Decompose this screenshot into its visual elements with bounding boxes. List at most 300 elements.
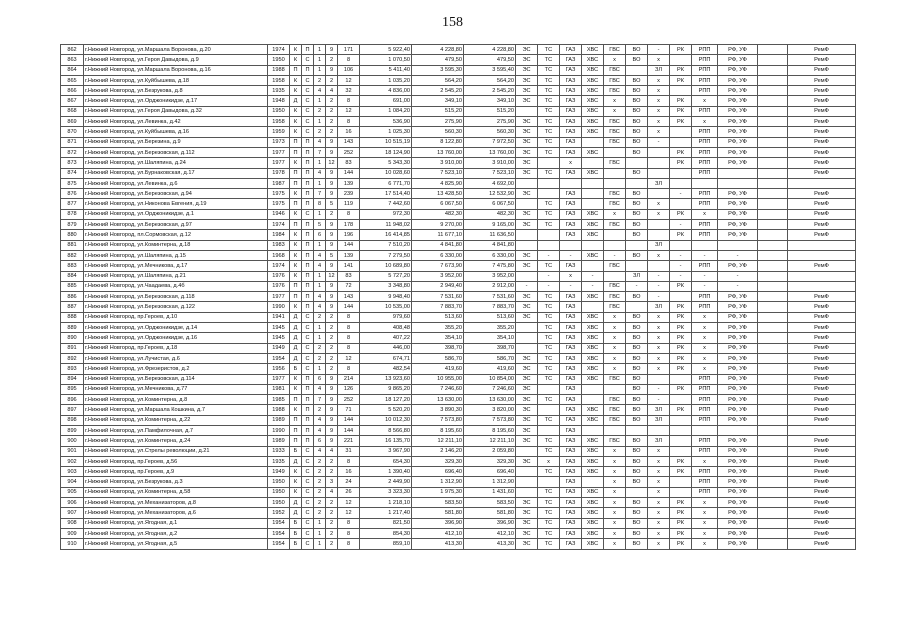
cell-sewerage: [626, 261, 648, 271]
cell-extra: [758, 271, 788, 281]
cell-radio: [670, 55, 692, 65]
cell-apartments: 12: [338, 508, 360, 518]
cell-wall-type: П: [290, 436, 302, 446]
cell-residential-area: 1 312,90: [464, 477, 516, 487]
cell-floors: 2: [326, 55, 338, 65]
cell-fire-protection: х: [692, 364, 718, 374]
cell-extra: [758, 209, 788, 219]
cell-gas: ГАЗ: [560, 106, 582, 116]
cell-floors: 2: [326, 333, 338, 343]
table-row: [61, 333, 856, 343]
cell-electricity: [516, 178, 538, 188]
cell-radio: РК: [670, 147, 692, 157]
cell-address: г.Нижний Новгород, ул.Левинка, д.42: [84, 117, 268, 127]
cell-sewerage: ВО: [626, 220, 648, 230]
cell-elevator: х: [648, 312, 670, 322]
cell-entrances: 6: [314, 374, 326, 384]
table-row: [61, 467, 856, 477]
cell-gas: ГАЗ: [560, 189, 582, 199]
cell-heating: ТС: [538, 209, 560, 219]
cell-entrances: 8: [314, 199, 326, 209]
cell-facade-repair: РФ, УФ: [718, 467, 758, 477]
cell-apartments: 106: [338, 65, 360, 75]
cell-living-area: 419,60: [412, 364, 464, 374]
cell-hot-water: ГВС: [604, 199, 626, 209]
cell-hot-water: х: [604, 312, 626, 322]
cell-year-built: 1935: [268, 86, 290, 96]
cell-cold-water: ХВС: [582, 374, 604, 384]
cell-wall-type: Д: [290, 498, 302, 508]
cell-material: П: [302, 137, 314, 147]
cell-wall-type: К: [290, 117, 302, 127]
cell-floors: 9: [326, 374, 338, 384]
cell-material: П: [302, 415, 314, 425]
cell-fire-protection: РПП: [692, 374, 718, 384]
cell-cold-water: ХВС: [582, 55, 604, 65]
cell-material: П: [302, 281, 314, 291]
cell-repair-fund: РемФ: [788, 323, 856, 333]
cell-living-area: 7 883,70: [412, 302, 464, 312]
cell-facade-repair: РФ, УФ: [718, 302, 758, 312]
cell-hot-water: х: [604, 364, 626, 374]
cell-living-area: 354,10: [412, 333, 464, 343]
cell-material: П: [302, 189, 314, 199]
cell-total-area: 10 012,30: [360, 415, 412, 425]
cell-material: П: [302, 168, 314, 178]
cell-gas: ГАЗ: [560, 415, 582, 425]
cell-heating: [538, 230, 560, 240]
cell-repair-fund: [788, 178, 856, 188]
cell-residential-area: 329,30: [464, 456, 516, 466]
cell-material: П: [302, 220, 314, 230]
cell-wall-type: К: [290, 106, 302, 116]
cell-gas: ГАЗ: [560, 467, 582, 477]
table-row: [61, 302, 856, 312]
cell-living-area: 13 760,00: [412, 147, 464, 157]
cell-floors: 9: [326, 281, 338, 291]
cell-sewerage: [626, 487, 648, 497]
cell-extra: [758, 127, 788, 137]
cell-facade-repair: РФ, УФ: [718, 230, 758, 240]
cell-radio: [670, 199, 692, 209]
table-row: [61, 127, 856, 137]
cell-fire-protection: [692, 425, 718, 435]
cell-apartments: 16: [338, 467, 360, 477]
table-row: [61, 539, 856, 549]
cell-sewerage: [626, 302, 648, 312]
cell-gas: [560, 178, 582, 188]
cell-elevator: х: [648, 250, 670, 260]
cell-residential-area: 3 595,40: [464, 65, 516, 75]
cell-hot-water: -: [604, 250, 626, 260]
cell-row-number: 890: [61, 333, 84, 343]
cell-cold-water: ХВС: [582, 333, 604, 343]
cell-residential-area: 7 475,80: [464, 261, 516, 271]
cell-facade-repair: РФ, УФ: [718, 220, 758, 230]
cell-address: г.Нижний Новгород, ул.Орджоникидзе, д.1: [84, 209, 268, 219]
cell-electricity: [516, 323, 538, 333]
cell-radio: РК: [670, 508, 692, 518]
cell-residential-area: 12 532,90: [464, 189, 516, 199]
cell-apartments: 12: [338, 106, 360, 116]
cell-residential-area: 479,50: [464, 55, 516, 65]
cell-apartments: 8: [338, 456, 360, 466]
cell-facade-repair: РФ, УФ: [718, 323, 758, 333]
cell-material: П: [302, 395, 314, 405]
cell-row-number: 898: [61, 415, 84, 425]
cell-wall-type: П: [290, 178, 302, 188]
cell-apartments: 144: [338, 415, 360, 425]
cell-total-area: 7 279,50: [360, 250, 412, 260]
cell-total-area: 16 414,85: [360, 230, 412, 240]
cell-residential-area: 13 630,00: [464, 395, 516, 405]
cell-electricity: ЭС: [516, 75, 538, 85]
cell-extra: [758, 168, 788, 178]
cell-fire-protection: РПП: [692, 106, 718, 116]
cell-living-area: 9 270,00: [412, 220, 464, 230]
cell-residential-area: 513,60: [464, 312, 516, 322]
cell-year-built: 1948: [268, 96, 290, 106]
cell-elevator: х: [648, 127, 670, 137]
cell-elevator: х: [648, 96, 670, 106]
cell-wall-type: П: [290, 199, 302, 209]
cell-material: С: [302, 312, 314, 322]
cell-apartments: 12: [338, 498, 360, 508]
cell-address: г.Нижний Новгород, ул.Левинка, д.6: [84, 178, 268, 188]
cell-facade-repair: РФ, УФ: [718, 127, 758, 137]
cell-year-built: 1990: [268, 302, 290, 312]
cell-cold-water: ХВС: [582, 508, 604, 518]
cell-facade-repair: РФ, УФ: [718, 209, 758, 219]
cell-floors: 2: [326, 364, 338, 374]
cell-facade-repair: РФ, УФ: [718, 261, 758, 271]
cell-radio: -: [670, 250, 692, 260]
cell-cold-water: ХВС: [582, 250, 604, 260]
cell-material: С: [302, 467, 314, 477]
cell-material: С: [302, 106, 314, 116]
cell-total-area: 536,90: [360, 117, 412, 127]
cell-fire-protection: РПП: [692, 75, 718, 85]
cell-entrances: 2: [314, 508, 326, 518]
cell-year-built: 1958: [268, 75, 290, 85]
cell-electricity: ЭС: [516, 96, 538, 106]
cell-repair-fund: РемФ: [788, 415, 856, 425]
cell-electricity: ЭС: [516, 117, 538, 127]
cell-row-number: 899: [61, 425, 84, 435]
cell-floors: 12: [326, 271, 338, 281]
cell-heating: ТС: [538, 539, 560, 549]
table-row: [61, 384, 856, 394]
table-body: [61, 45, 856, 550]
cell-total-area: 17 514,40: [360, 189, 412, 199]
cell-total-area: 1 084,20: [360, 106, 412, 116]
cell-electricity: ЭС: [516, 147, 538, 157]
cell-repair-fund: РемФ: [788, 343, 856, 353]
cell-heating: [538, 425, 560, 435]
table-row: [61, 137, 856, 147]
table-row: [61, 240, 856, 250]
cell-residential-area: 8 195,60: [464, 425, 516, 435]
cell-wall-type: П: [290, 220, 302, 230]
cell-living-area: 479,50: [412, 55, 464, 65]
cell-cold-water: ХВС: [582, 168, 604, 178]
cell-wall-type: Б: [290, 518, 302, 528]
cell-hot-water: [604, 147, 626, 157]
cell-heating: ТС: [538, 220, 560, 230]
cell-electricity: ЭС: [516, 425, 538, 435]
cell-facade-repair: РФ, УФ: [718, 343, 758, 353]
cell-radio: РК: [670, 518, 692, 528]
cell-floors: 5: [326, 199, 338, 209]
cell-residential-area: 7 246,60: [464, 384, 516, 394]
cell-row-number: 876: [61, 189, 84, 199]
cell-fire-protection: РПП: [692, 45, 718, 55]
cell-extra: [758, 86, 788, 96]
cell-hot-water: ГВС: [604, 436, 626, 446]
cell-material: П: [302, 178, 314, 188]
cell-repair-fund: РемФ: [788, 127, 856, 137]
cell-heating: ТС: [538, 353, 560, 363]
cell-total-area: 18 127,20: [360, 395, 412, 405]
cell-electricity: -: [516, 281, 538, 291]
cell-repair-fund: РемФ: [788, 189, 856, 199]
cell-wall-type: Д: [290, 333, 302, 343]
cell-facade-repair: РФ, УФ: [718, 45, 758, 55]
cell-extra: [758, 45, 788, 55]
cell-residential-area: 1 431,60: [464, 487, 516, 497]
cell-row-number: 873: [61, 158, 84, 168]
cell-material: С: [302, 446, 314, 456]
table-row: [61, 106, 856, 116]
cell-gas: ГАЗ: [560, 498, 582, 508]
cell-repair-fund: РемФ: [788, 405, 856, 415]
cell-fire-protection: х: [692, 508, 718, 518]
cell-entrances: 2: [314, 477, 326, 487]
table-row: [61, 405, 856, 415]
cell-extra: [758, 395, 788, 405]
cell-residential-area: 7 883,70: [464, 302, 516, 312]
cell-wall-type: К: [290, 189, 302, 199]
cell-hot-water: ГВС: [604, 281, 626, 291]
cell-total-area: 446,00: [360, 343, 412, 353]
cell-heating: ТС: [538, 127, 560, 137]
cell-elevator: х: [648, 487, 670, 497]
cell-electricity: [516, 343, 538, 353]
cell-extra: [758, 281, 788, 291]
cell-address: г.Нижний Новгород, ул.Березина, д.9: [84, 137, 268, 147]
cell-residential-area: 12 211,10: [464, 436, 516, 446]
cell-hot-water: х: [604, 96, 626, 106]
cell-elevator: х: [648, 456, 670, 466]
cell-total-area: 674,71: [360, 353, 412, 363]
cell-living-area: 3 952,00: [412, 271, 464, 281]
cell-heating: ТС: [538, 364, 560, 374]
cell-address: г.Нижний Новгород, ул.Ягодная, д.2: [84, 528, 268, 538]
cell-hot-water: х: [604, 487, 626, 497]
cell-repair-fund: РемФ: [788, 199, 856, 209]
cell-year-built: 1959: [268, 127, 290, 137]
cell-address: г.Нижний Новгород, ул.Коминтерна, д.8: [84, 395, 268, 405]
table-row: [61, 528, 856, 538]
cell-electricity: [516, 467, 538, 477]
cell-total-area: 1 070,50: [360, 55, 412, 65]
cell-wall-type: Д: [290, 312, 302, 322]
cell-row-number: 872: [61, 147, 84, 157]
cell-floors: 2: [326, 467, 338, 477]
cell-gas: ГАЗ: [560, 343, 582, 353]
cell-heating: х: [538, 456, 560, 466]
cell-wall-type: К: [290, 209, 302, 219]
cell-material: П: [302, 271, 314, 281]
cell-hot-water: ГВС: [604, 86, 626, 96]
cell-extra: [758, 498, 788, 508]
cell-material: П: [302, 384, 314, 394]
cell-extra: [758, 333, 788, 343]
cell-floors: 9: [326, 178, 338, 188]
cell-repair-fund: РемФ: [788, 55, 856, 65]
cell-year-built: 1975: [268, 189, 290, 199]
cell-radio: [670, 86, 692, 96]
cell-living-area: 6 067,50: [412, 199, 464, 209]
cell-hot-water: х: [604, 106, 626, 116]
cell-gas: ГАЗ: [560, 65, 582, 75]
cell-facade-repair: РФ, УФ: [718, 189, 758, 199]
cell-row-number: 901: [61, 446, 84, 456]
cell-year-built: 1978: [268, 168, 290, 178]
cell-year-built: 1950: [268, 106, 290, 116]
cell-electricity: ЭС: [516, 137, 538, 147]
cell-address: г.Нижний Новгород, ул.Березовская, д.122: [84, 302, 268, 312]
cell-wall-type: К: [290, 86, 302, 96]
cell-wall-type: К: [290, 230, 302, 240]
cell-year-built: 1950: [268, 487, 290, 497]
cell-apartments: 144: [338, 168, 360, 178]
cell-facade-repair: РФ, УФ: [718, 446, 758, 456]
cell-sewerage: ВО: [626, 292, 648, 302]
cell-year-built: 1974: [268, 220, 290, 230]
cell-radio: -: [670, 220, 692, 230]
cell-apartments: 126: [338, 384, 360, 394]
cell-heating: ТС: [538, 323, 560, 333]
cell-fire-protection: РПП: [692, 86, 718, 96]
cell-sewerage: ВО: [626, 189, 648, 199]
cell-sewerage: ВО: [626, 405, 648, 415]
cell-extra: [758, 446, 788, 456]
cell-material: П: [302, 436, 314, 446]
table-row: [61, 117, 856, 127]
cell-heating: ТС: [538, 292, 560, 302]
cell-year-built: 1976: [268, 281, 290, 291]
cell-facade-repair: РФ, УФ: [718, 199, 758, 209]
cell-wall-type: П: [290, 281, 302, 291]
cell-hot-water: ГВС: [604, 261, 626, 271]
cell-fire-protection: х: [692, 498, 718, 508]
cell-sewerage: ВО: [626, 312, 648, 322]
cell-fire-protection: РПП: [692, 467, 718, 477]
cell-entrances: 1: [314, 65, 326, 75]
table-row: [61, 168, 856, 178]
cell-hot-water: х: [604, 498, 626, 508]
cell-row-number: 871: [61, 137, 84, 147]
cell-entrances: 2: [314, 353, 326, 363]
cell-repair-fund: РемФ: [788, 65, 856, 75]
table-row: [61, 158, 856, 168]
cell-residential-area: 2 912,00: [464, 281, 516, 291]
cell-year-built: 1989: [268, 415, 290, 425]
cell-apartments: 72: [338, 281, 360, 291]
cell-address: г.Нижний Новгород, ул.Памфилочная, д.7: [84, 425, 268, 435]
cell-wall-type: К: [290, 127, 302, 137]
cell-living-area: 586,70: [412, 353, 464, 363]
cell-radio: [670, 487, 692, 497]
cell-row-number: 874: [61, 168, 84, 178]
cell-elevator: ЗЛ: [648, 302, 670, 312]
cell-cold-water: ХВС: [582, 518, 604, 528]
cell-floors: 2: [326, 75, 338, 85]
cell-residential-area: 275,90: [464, 117, 516, 127]
cell-electricity: ЭС: [516, 209, 538, 219]
cell-electricity: ЭС: [516, 250, 538, 260]
cell-floors: 2: [326, 96, 338, 106]
cell-radio: РК: [670, 405, 692, 415]
cell-year-built: 1990: [268, 425, 290, 435]
cell-total-area: 1 025,30: [360, 127, 412, 137]
cell-material: С: [302, 353, 314, 363]
cell-fire-protection: РПП: [692, 137, 718, 147]
cell-entrances: 6: [314, 436, 326, 446]
cell-material: С: [302, 75, 314, 85]
cell-entrances: 1: [314, 117, 326, 127]
cell-address: г.Нижний Новгород, ул.Березовская, д.114: [84, 374, 268, 384]
table-row: [61, 498, 856, 508]
cell-radio: РК: [670, 281, 692, 291]
cell-gas: ГАЗ: [560, 323, 582, 333]
cell-material: П: [302, 405, 314, 415]
cell-heating: ТС: [538, 487, 560, 497]
cell-fire-protection: х: [692, 539, 718, 549]
cell-row-number: 875: [61, 178, 84, 188]
cell-facade-repair: РФ, УФ: [718, 312, 758, 322]
cell-gas: ГАЗ: [560, 487, 582, 497]
cell-row-number: 893: [61, 364, 84, 374]
cell-radio: РК: [670, 230, 692, 240]
cell-elevator: х: [648, 106, 670, 116]
cell-wall-type: П: [290, 168, 302, 178]
cell-gas: ГАЗ: [560, 45, 582, 55]
table-row: [61, 353, 856, 363]
cell-apartments: 8: [338, 343, 360, 353]
cell-hot-water: ГВС: [604, 137, 626, 147]
cell-hot-water: ГВС: [604, 45, 626, 55]
cell-residential-area: 581,80: [464, 508, 516, 518]
cell-address: г.Нижний Новгород, ул.Героя Давыдова, д.9: [84, 55, 268, 65]
cell-cold-water: [582, 477, 604, 487]
cell-electricity: [516, 199, 538, 209]
table-row: [61, 456, 856, 466]
cell-wall-type: К: [290, 477, 302, 487]
cell-electricity: [516, 271, 538, 281]
cell-address: г.Нижний Новгород, ул.Механизаторов, д.6: [84, 508, 268, 518]
cell-cold-water: ХВС: [582, 528, 604, 538]
cell-fire-protection: РПП: [692, 302, 718, 312]
cell-total-area: 3 348,80: [360, 281, 412, 291]
cell-fire-protection: х: [692, 333, 718, 343]
cell-row-number: 869: [61, 117, 84, 127]
cell-floors: 2: [326, 343, 338, 353]
cell-floors: 2: [326, 498, 338, 508]
cell-floors: 9: [326, 292, 338, 302]
cell-sewerage: [626, 425, 648, 435]
